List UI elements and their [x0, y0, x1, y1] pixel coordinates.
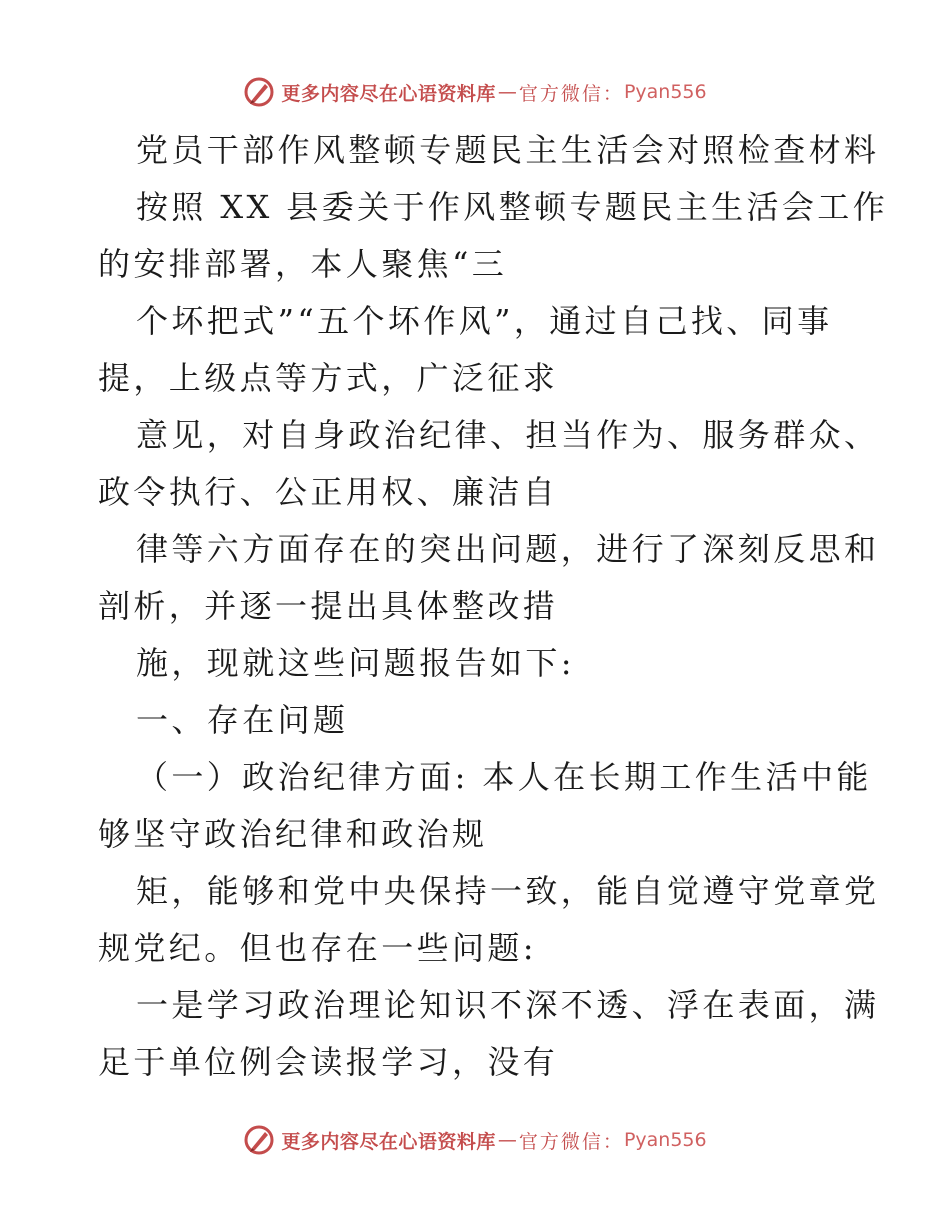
- paragraph-line: 个坏把式”“五个坏作风”，通过自己找、同事: [136, 302, 833, 340]
- quill-logo-icon: [243, 1124, 275, 1156]
- section-heading: 一、存在问题: [136, 701, 349, 739]
- paragraph-line: 足于单位例会读报学习，没有: [98, 1043, 559, 1081]
- watermark-library-text: 更多内容尽在心语资料库: [281, 82, 496, 105]
- paragraph-line: 一是学习政治理论知识不深不透、浮在表面，满: [136, 986, 880, 1024]
- document-title: 党员干部作风整顿专题民主生活会对照检查材料: [136, 131, 880, 169]
- paragraph-line: 律等六方面存在的突出问题，进行了深刻反思和: [136, 530, 880, 568]
- paragraph-line: 提，上级点等方式，广泛征求: [98, 359, 559, 397]
- watermark-wechat-id: Pyan556: [623, 1129, 707, 1151]
- subsection-heading-line: （一）政治纪律方面: 本人在长期工作生活中能: [136, 758, 872, 796]
- paragraph-line: 剖析，并逐一提出具体整改措: [98, 587, 559, 625]
- paragraph-line: 意见，对自身政治纪律、担当作为、服务群众、: [136, 416, 880, 454]
- watermark-official-label: 官方微信：: [518, 1130, 624, 1153]
- watermark-official-label: 官方微信：: [518, 82, 624, 105]
- paragraph-line: 的安排部署，本人聚焦“三: [98, 245, 508, 283]
- paragraph-line: 规党纪。但也存在一些问题:: [98, 929, 537, 967]
- paragraph-line: 矩，能够和党中央保持一致，能自觉遵守党章党: [136, 872, 880, 910]
- watermark-banner-bottom: [0, 1120, 950, 1160]
- watermark-separator: —: [497, 81, 517, 103]
- watermark-banner-top: [0, 72, 950, 112]
- watermark-library-text: 更多内容尽在心语资料库: [281, 1130, 496, 1153]
- watermark-separator: —: [497, 1129, 517, 1151]
- paragraph-line: 施，现就这些问题报告如下:: [136, 644, 575, 682]
- watermark-wechat-id: Pyan556: [623, 81, 707, 103]
- paragraph-line: 政令执行、公正用权、廉洁自: [98, 473, 559, 511]
- paragraph-line: 按照 XX 县委关于作风整顿专题民主生活会工作: [136, 188, 889, 226]
- quill-logo-icon: [243, 76, 275, 108]
- paragraph-line: 够坚守政治纪律和政治规: [98, 815, 488, 853]
